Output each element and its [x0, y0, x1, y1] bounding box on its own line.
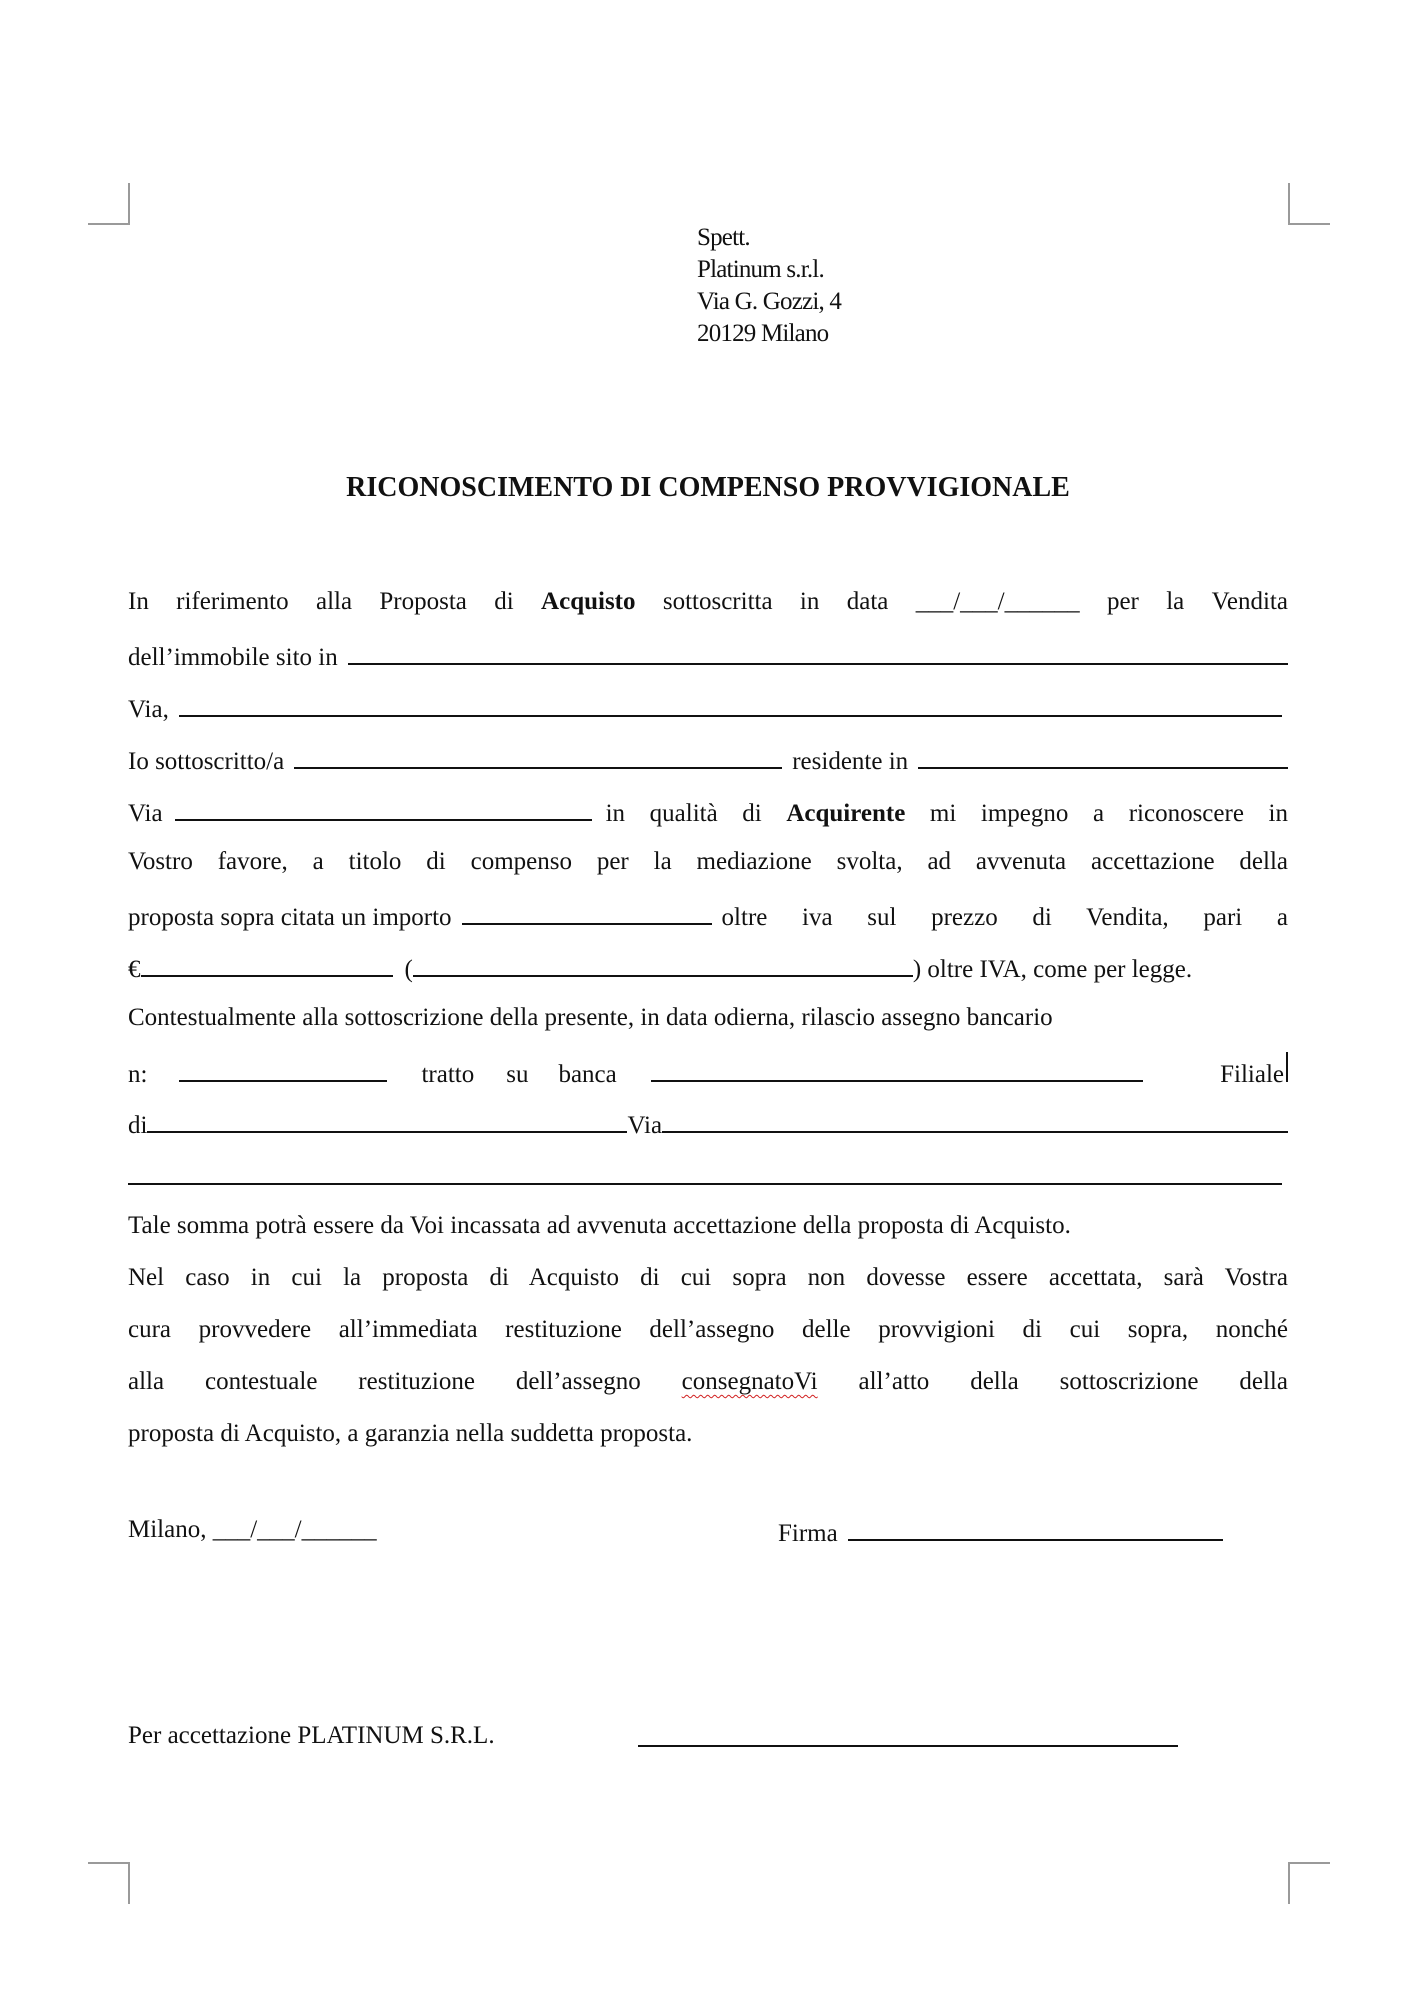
text: qualità	[649, 800, 718, 827]
text: in	[799, 588, 820, 615]
body-line-9	[128, 1000, 1288, 1040]
commission-amount-field[interactable]	[462, 896, 712, 925]
branch-street-field[interactable]	[662, 1104, 1288, 1133]
body-line-17	[128, 1416, 1288, 1456]
proposal-date-field[interactable]: ___/___/______	[915, 588, 1080, 615]
bold-text: Acquirente	[786, 800, 906, 827]
body-line-14	[128, 1260, 1288, 1300]
acceptance-signature-field[interactable]	[638, 1718, 1178, 1747]
text: contestuale	[204, 1368, 318, 1395]
body-line-12	[128, 1156, 1288, 1196]
text: per	[1106, 588, 1139, 615]
bold-text: Acquisto	[541, 588, 636, 615]
acceptance-label: Per accettazione PLATINUM S.R.L.	[128, 1722, 495, 1749]
euro-amount-field[interactable]	[141, 948, 393, 977]
text: tratto	[421, 1061, 475, 1088]
text: in	[1268, 800, 1288, 827]
text: In	[128, 588, 149, 615]
text: della	[1239, 1368, 1288, 1395]
place-date-field[interactable]: Milano, ___/___/______	[128, 1516, 377, 1543]
signature-label: Firma	[778, 1520, 838, 1547]
text: Tale somma potrà essere da Voi incassata ad avvenuta accettazione della proposta di Acquisto.	[128, 1212, 1071, 1239]
body-line-7	[128, 896, 1288, 936]
recipient-street: Via G. Gozzi, 4	[697, 288, 842, 315]
text: Via	[128, 800, 163, 827]
amount-in-words-field[interactable]	[413, 948, 913, 977]
spellcheck-error-word[interactable]: consegnatoVi	[681, 1368, 818, 1395]
crop-mark-top-left	[88, 183, 130, 225]
text: sottoscrizione	[1059, 1368, 1199, 1395]
text: Via,	[128, 696, 169, 723]
text: residente in	[792, 748, 909, 775]
recipient-company: Platinum s.r.l.	[697, 256, 824, 283]
text: la	[1166, 588, 1185, 615]
property-location-field[interactable]	[348, 636, 1288, 665]
text: dell’assegno	[515, 1368, 641, 1395]
check-number-field[interactable]	[179, 1053, 387, 1082]
text: proposta di Acquisto, a garanzia nella suddetta proposta.	[128, 1420, 693, 1447]
document-title: RICONOSCIMENTO DI COMPENSO PROVVIGIONALE	[346, 472, 1070, 503]
body-line-15	[128, 1312, 1288, 1352]
text: banca	[558, 1061, 617, 1088]
acceptance-line	[128, 1718, 1288, 1758]
date-signature-line	[128, 1512, 1288, 1552]
text: impegno	[980, 800, 1069, 827]
text: Filiale	[1220, 1061, 1284, 1088]
body-line-8	[128, 948, 1288, 988]
text-cursor	[1286, 1052, 1288, 1082]
text: oltre iva sul prezzo di Vendita, pari a	[721, 904, 1288, 931]
text: alla	[128, 1368, 165, 1395]
text: cura provvedere all’immediata restituzione dell’assegno delle provvigioni di cui sopra, nonché	[128, 1316, 1288, 1343]
text: riferimento	[176, 588, 289, 615]
text: di	[742, 800, 762, 827]
text: Io sottoscritto/a	[128, 748, 285, 775]
recipient-salutation: Spett.	[697, 224, 750, 251]
text: su	[506, 1061, 529, 1088]
body-line-6	[128, 844, 1288, 884]
text: mi	[929, 800, 957, 827]
property-street-field[interactable]	[179, 688, 1282, 717]
residence-street-field[interactable]	[175, 792, 592, 821]
text: all’atto	[858, 1368, 930, 1395]
text: Contestualmente alla sottoscrizione della presente, in data odierna, rilascio assegno bancario	[128, 1004, 1053, 1031]
text: in	[605, 800, 626, 827]
recipient-city: 20129 Milano	[697, 320, 829, 347]
branch-city-field[interactable]	[147, 1104, 627, 1133]
text: Via	[627, 1112, 663, 1139]
body-line-13	[128, 1208, 1288, 1248]
crop-mark-top-right	[1288, 183, 1330, 225]
text: a	[1093, 800, 1105, 827]
residence-field[interactable]	[918, 740, 1288, 769]
text: n:	[128, 1061, 148, 1088]
crop-mark-bottom-left	[88, 1862, 130, 1904]
text: Nel caso in cui la proposta di Acquisto di cui sopra non dovesse essere accettata, sarà Vostra	[128, 1264, 1288, 1291]
body-line-4	[128, 740, 1288, 780]
body-line-1	[128, 584, 1288, 624]
body-line-5	[128, 792, 1288, 832]
crop-mark-bottom-right	[1288, 1862, 1330, 1904]
branch-extra-field[interactable]	[128, 1156, 1282, 1185]
signature-field[interactable]	[848, 1512, 1223, 1541]
text: riconoscere	[1128, 800, 1244, 827]
text: della	[970, 1368, 1019, 1395]
text: data	[846, 588, 889, 615]
text: Vostro favore, a titolo di compenso per la mediazione svolta, ad avvenuta accettazione della	[128, 848, 1288, 875]
body-line-10	[128, 1052, 1288, 1092]
bank-name-field[interactable]	[651, 1053, 1143, 1082]
text: dell’immobile sito in	[128, 644, 338, 671]
body-line-11	[128, 1104, 1288, 1144]
text: di	[494, 588, 514, 615]
text: restituzione	[358, 1368, 475, 1395]
signer-name-field[interactable]	[294, 740, 782, 769]
text: proposta sopra citata un importo	[128, 904, 452, 931]
body-line-3	[128, 688, 1288, 728]
body-line-16	[128, 1364, 1288, 1404]
text: sottoscritta	[662, 588, 773, 615]
text: Proposta	[379, 588, 467, 615]
euro-symbol: €	[128, 956, 141, 983]
text: (	[404, 956, 413, 983]
text: alla	[315, 588, 353, 615]
text: ) oltre IVA, come per legge.	[912, 956, 1193, 983]
text: Vendita	[1211, 588, 1288, 615]
body-line-2	[128, 636, 1288, 676]
text: di	[128, 1112, 148, 1139]
recipient-address	[697, 222, 841, 350]
